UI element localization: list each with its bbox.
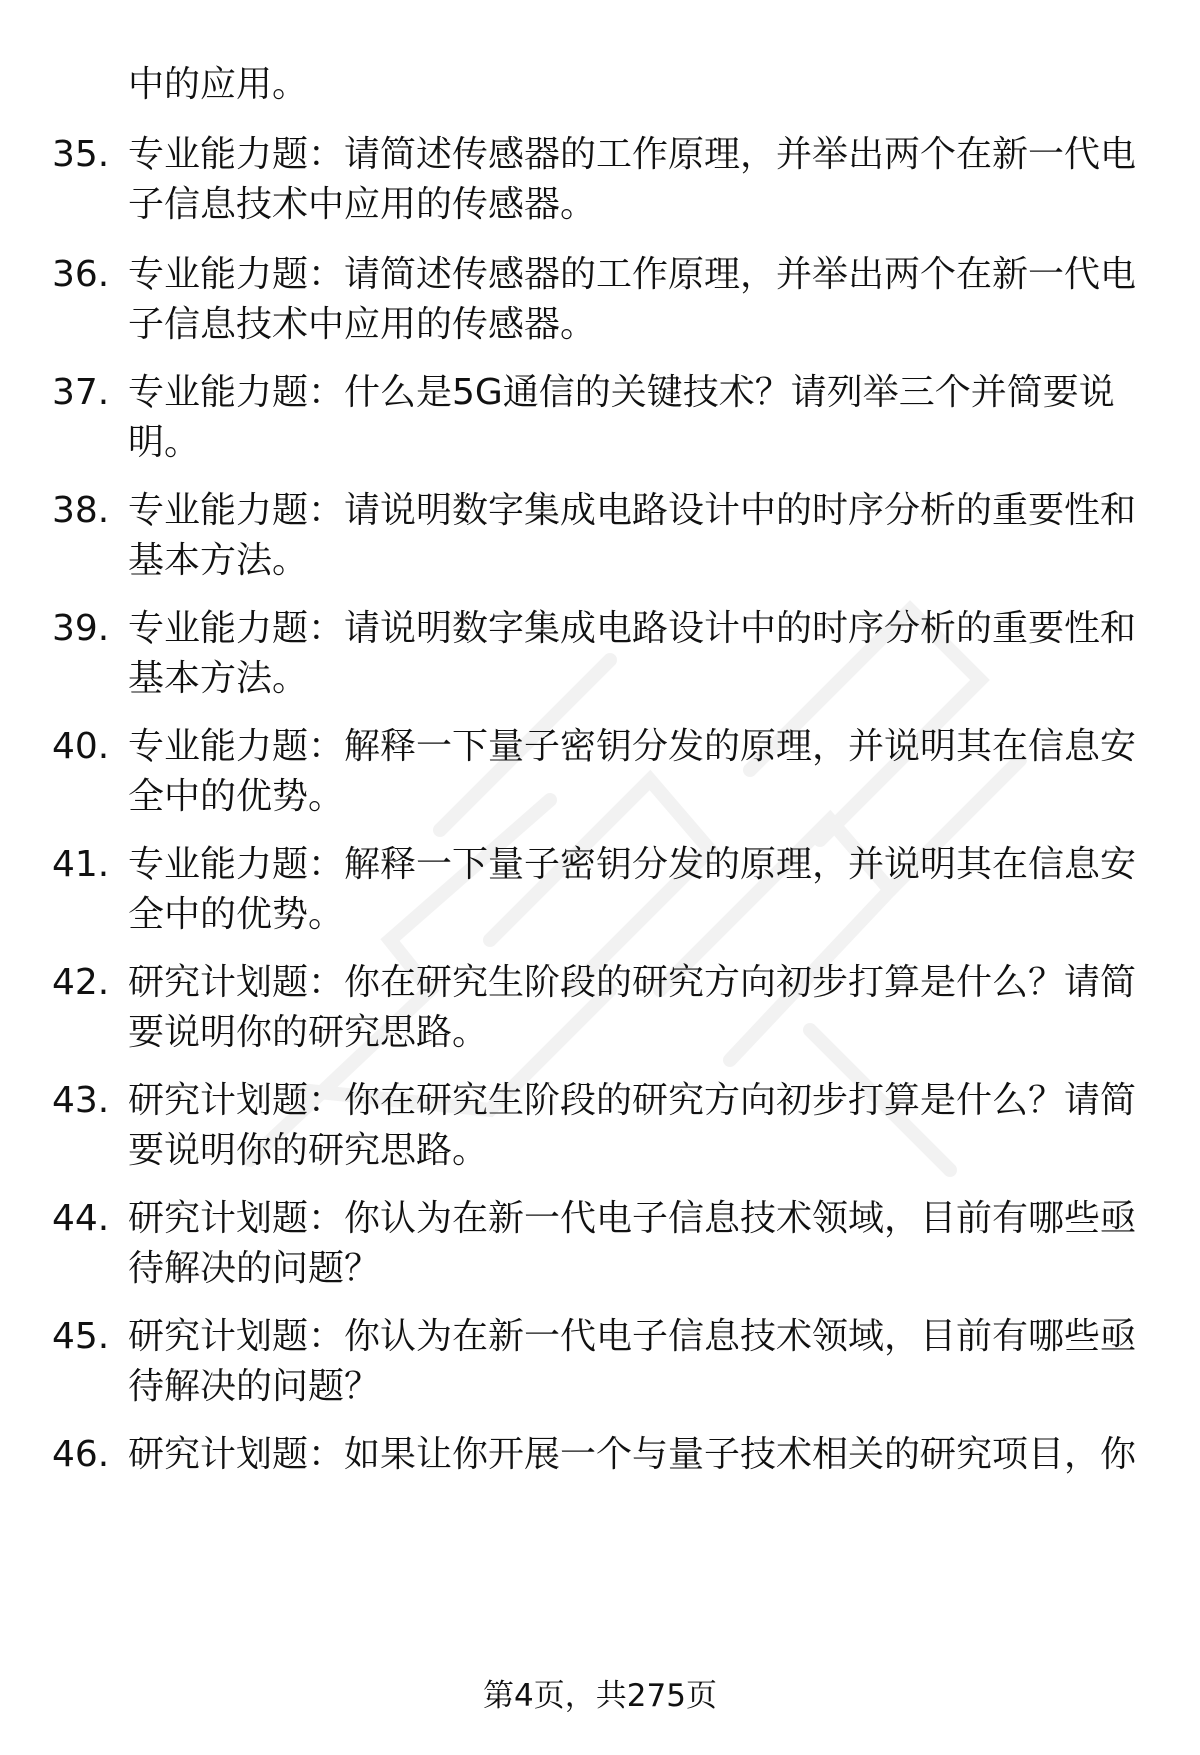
item-number: 41. — [52, 844, 110, 885]
item-text — [128, 722, 1138, 822]
item-text — [128, 486, 1138, 586]
item-text-line: 专业能力题：解释一下量子密钥分发的原理，并说明其在信息安 — [128, 726, 1137, 767]
item-number: 43. — [52, 1080, 110, 1121]
item-text — [128, 130, 1138, 230]
item-text-line: 基本方法。 — [128, 540, 309, 581]
item-text — [128, 1076, 1138, 1176]
item-number: 39. — [52, 608, 110, 649]
item-text — [128, 368, 1138, 468]
item-text — [128, 60, 1138, 110]
item-text — [128, 250, 1138, 350]
item-text — [128, 1194, 1138, 1294]
item-number: 36. — [52, 254, 110, 295]
item-text-line: 要说明你的研究思路。 — [128, 1130, 489, 1171]
item-number: 42. — [52, 962, 110, 1003]
item-number: 46. — [52, 1434, 110, 1475]
item-text — [128, 958, 1138, 1058]
item-text-line: 基本方法。 — [128, 658, 309, 699]
page-number-footer: 第4页，共275页 — [483, 1678, 717, 1714]
item-text-line: 待解决的问题？ — [128, 1248, 381, 1289]
item-text-line: 待解决的问题？ — [128, 1366, 381, 1407]
item-text-line: 要说明你的研究思路。 — [128, 1012, 489, 1053]
item-text — [128, 1430, 1138, 1480]
item-number: 38. — [52, 490, 110, 531]
item-number: 37. — [52, 372, 110, 413]
item-text-line: 全中的优势。 — [128, 776, 345, 817]
item-text-line: 子信息技术中应用的传感器。 — [128, 304, 597, 345]
item-text-line: 专业能力题：什么是5G通信的关键技术？请列举三个并简要说 — [128, 372, 1115, 413]
item-text-line: 专业能力题：请简述传感器的工作原理，并举出两个在新一代电 — [128, 254, 1137, 295]
item-text-line: 专业能力题：请简述传感器的工作原理，并举出两个在新一代电 — [128, 134, 1137, 175]
item-text-line: 专业能力题：请说明数字集成电路设计中的时序分析的重要性和 — [128, 490, 1137, 531]
item-text-line: 专业能力题：解释一下量子密钥分发的原理，并说明其在信息安 — [128, 844, 1137, 885]
item-number: 44. — [52, 1198, 110, 1239]
item-number: 45. — [52, 1316, 110, 1357]
item-text-line: 研究计划题：你认为在新一代电子信息技术领域，目前有哪些亟 — [128, 1316, 1137, 1357]
item-number: 40. — [52, 726, 110, 767]
item-text-line: 研究计划题：你在研究生阶段的研究方向初步打算是什么？请简 — [128, 962, 1137, 1003]
item-number: 35. — [52, 134, 110, 175]
item-text — [128, 604, 1138, 704]
item-text-line: 研究计划题：你在研究生阶段的研究方向初步打算是什么？请简 — [128, 1080, 1137, 1121]
item-text-line: 专业能力题：请说明数字集成电路设计中的时序分析的重要性和 — [128, 608, 1137, 649]
item-text-line: 研究计划题：你认为在新一代电子信息技术领域，目前有哪些亟 — [128, 1198, 1137, 1239]
item-text-line: 全中的优势。 — [128, 894, 345, 935]
item-text-line: 明。 — [128, 422, 201, 463]
item-text-line: 研究计划题：如果让你开展一个与量子技术相关的研究项目，你 — [128, 1434, 1137, 1475]
item-text-line: 中的应用。 — [128, 64, 309, 105]
item-text — [128, 840, 1138, 940]
item-text — [128, 1312, 1138, 1412]
item-text-line: 子信息技术中应用的传感器。 — [128, 184, 597, 225]
